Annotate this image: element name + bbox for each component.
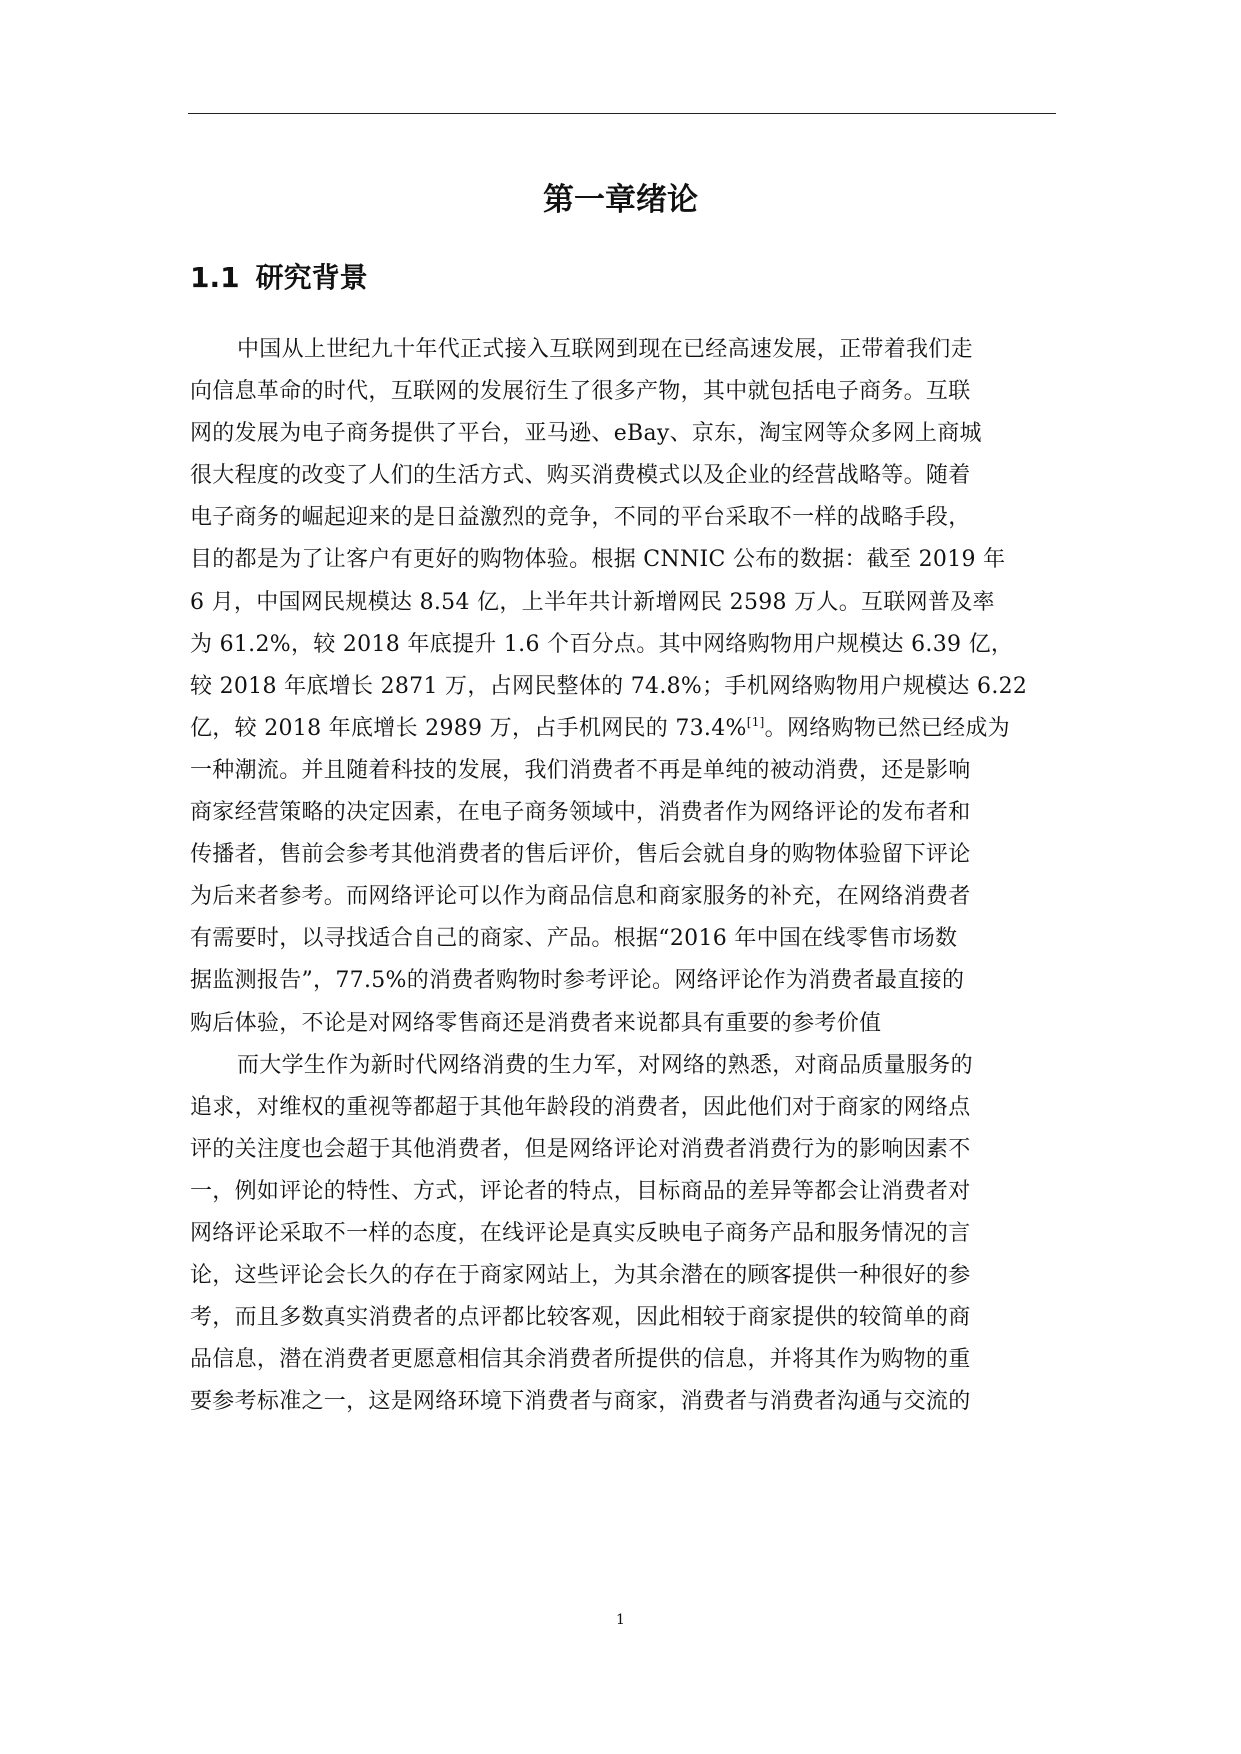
paragraph-1-line: 目的都是为了让客户有更好的购物体验。根据 CNNIC 公布的数据：截至 2019 年 (190, 547, 1006, 573)
paragraph-1-line: 为 61.2%，较 2018 年底提升 1.6 个百分点。其中网络购物用户规模达 6.39 亿， (190, 631, 1014, 657)
paragraph-2-line: 品信息，潜在消费者更愿意相信其余消费者所提供的信息，并将其作为购物的重 (190, 1347, 971, 1373)
section-title: 研究背景 (255, 261, 368, 294)
paragraph-1-line: 6 月，中国网民规模达 8.54 亿，上半年共计新增网民 2598 万人。互联网普及率 (190, 589, 995, 615)
citation-ref: [1] (746, 714, 765, 729)
paragraph-1-line: 较 2018 年底增长 2871 万，占网民整体的 74.8%；手机网络购物用户规模达 6.22 (190, 673, 1028, 699)
section-number: 1.1 (190, 261, 240, 294)
paragraph-1-line: 中国从上世纪九十年代正式接入互联网到现在已经高速发展，正带着我们走 (237, 337, 973, 362)
header-rule (188, 113, 1056, 114)
paragraph-2-line: 网络评论采取不一样的态度，在线评论是真实反映电子商务产品和服务情况的言 (190, 1220, 971, 1246)
paragraph-1-line-with-citation (190, 708, 1054, 750)
paragraph-2-line: 要参考标准之一，这是网络环境下消费者与商家，消费者与消费者沟通与交流的 (190, 1389, 971, 1415)
paragraph-1-line: 商家经营策略的决定因素，在电子商务领域中，消费者作为网络评论的发布者和 (190, 800, 971, 826)
paragraph-2-line: 评的关注度也会超于其他消费者，但是网络评论对消费者消费行为的影响因素不 (190, 1136, 971, 1162)
section-heading (190, 256, 368, 300)
line-text: 。网络购物已然已经成为 (764, 715, 1010, 741)
paragraph-1-line: 网的发展为电子商务提供了平台，亚马逊、eBay、京东，淘宝网等众多网上商城 (190, 421, 982, 447)
paragraph-2-line: 考，而且多数真实消费者的点评都比较客观，因此相较于商家提供的较简单的商 (190, 1305, 971, 1331)
paragraph-1-line: 一种潮流。并且随着科技的发展，我们消费者不再是单纯的被动消费，还是影响 (190, 757, 971, 783)
paragraph-1-line: 向信息革命的时代，互联网的发展衍生了很多产物，其中就包括电子商务。互联 (190, 379, 971, 405)
line-text: 亿，较 2018 年底增长 2989 万，占手机网民的 73.4% (190, 715, 747, 741)
paragraph-1-line: 据监测报告”，77.5%的消费者购物时参考评论。网络评论作为消费者最直接的 (190, 968, 965, 994)
page-number: 1 (616, 1612, 625, 1628)
paragraph-1-line: 购后体验，不论是对网络零售商还是消费者来说都具有重要的参考价值 (190, 1010, 882, 1036)
chapter-title: 第一章绪论 (543, 182, 698, 218)
paragraph-2-line: 而大学生作为新时代网络消费的生力军，对网络的熟悉，对商品质量服务的 (237, 1052, 973, 1078)
paragraph-1-line: 传播者，售前会参考其他消费者的售后评价，售后会就自身的购物体验留下评论 (190, 842, 971, 868)
paragraph-2-line: 论，这些评论会长久的存在于商家网站上，为其余潜在的顾客提供一种很好的参 (190, 1263, 971, 1289)
paragraph-2-line: 一，例如评论的特性、方式，评论者的特点，目标商品的差异等都会让消费者对 (190, 1178, 971, 1204)
body-text (190, 329, 1054, 1423)
paragraph-1-line: 有需要时，以寻找适合自己的商家、产品。根据“2016 年中国在线零售市场数 (190, 926, 958, 952)
paragraph-1-line: 电子商务的崛起迎来的是日益激烈的竞争，不同的平台采取不一样的战略手段， (190, 505, 971, 531)
paragraph-1-line: 很大程度的改变了人们的生活方式、购买消费模式以及企业的经营战略等。随着 (190, 463, 971, 489)
paragraph-1-line: 为后来者参考。而网络评论可以作为商品信息和商家服务的补充，在网络消费者 (190, 884, 971, 910)
paragraph-2-line: 追求，对维权的重视等都超于其他年龄段的消费者，因此他们对于商家的网络点 (190, 1094, 971, 1120)
